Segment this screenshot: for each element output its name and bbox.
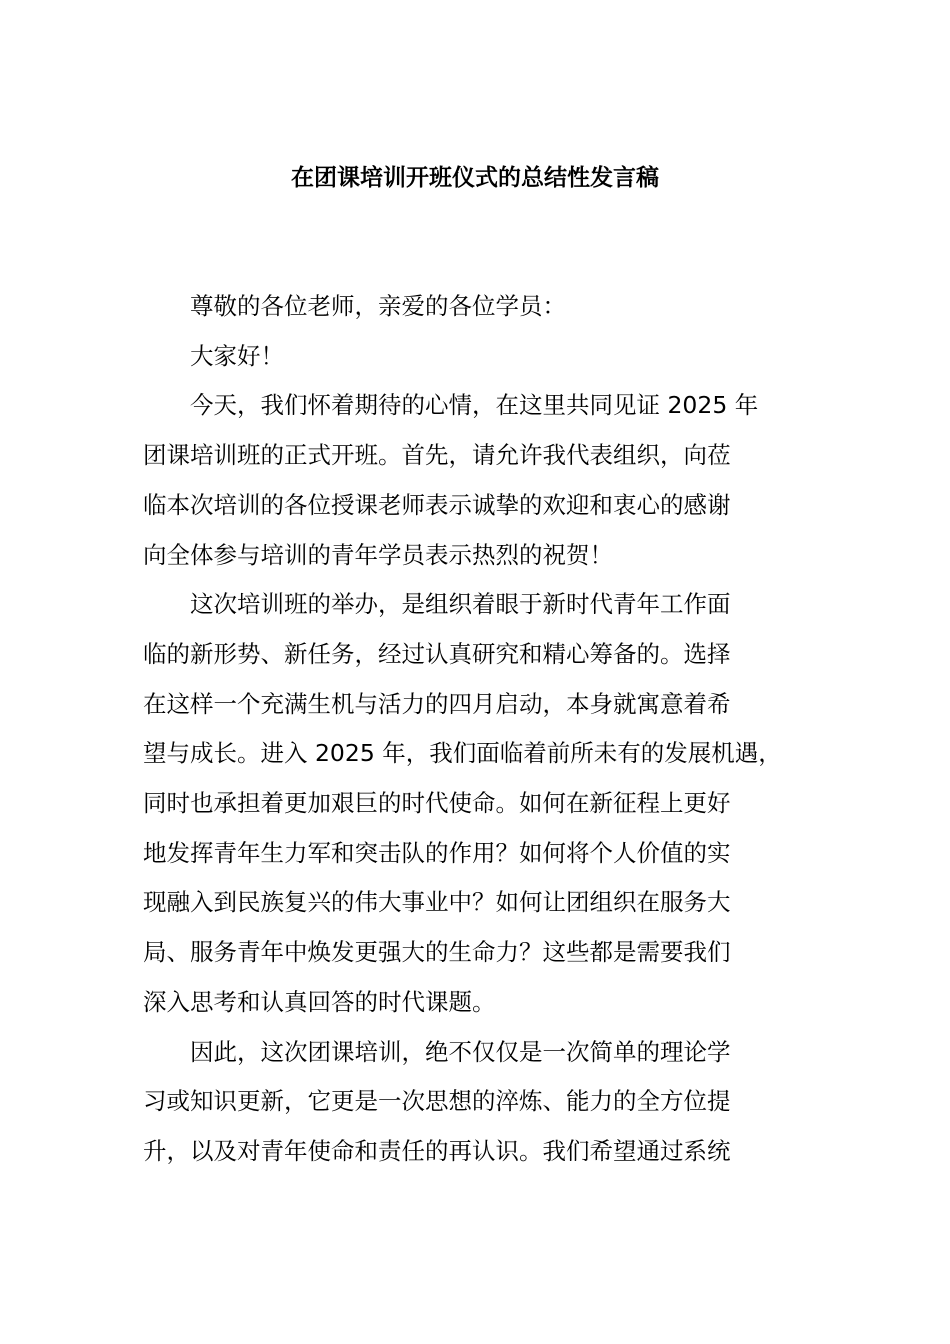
paragraph-line: 今天，我们怀着期待的心情，在这里共同见证 2025 年	[190, 391, 759, 420]
paragraph-line: 向全体参与培训的青年学员表示热烈的祝贺！	[143, 540, 613, 569]
paragraph-significance	[143, 1028, 823, 1177]
paragraph-line: 临的新形势、新任务，经过认真研究和精心筹备的。选择	[143, 639, 731, 668]
paragraph-line: 团课培训班的正式开班。首先，请允许我代表组织，向莅	[143, 441, 731, 470]
paragraph-line: 望与成长。进入 2025 年，我们面临着前所未有的发展机遇，	[143, 739, 782, 768]
paragraph-line: 深入思考和认真回答的时代课题。	[143, 987, 496, 1016]
salutation: 尊敬的各位老师，亲爱的各位学员：	[190, 292, 566, 320]
paragraph-line: 同时也承担着更加艰巨的时代使命。如何在新征程上更好	[143, 789, 731, 818]
paragraph-line: 这次培训班的举办，是组织着眼于新时代青年工作面	[190, 590, 731, 619]
document-body	[143, 282, 823, 1177]
greeting: 大家好！	[190, 341, 284, 370]
document-title: 在团课培训开班仪式的总结性发言稿	[291, 165, 659, 191]
paragraph-line: 临本次培训的各位授课老师表示诚挚的欢迎和衷心的感谢	[143, 490, 731, 519]
paragraph-line: 局、服务青年中焕发更强大的生命力？这些都是需要我们	[143, 938, 731, 967]
paragraph-line: 在这样一个充满生机与活力的四月启动，本身就寓意着希	[143, 689, 731, 718]
paragraph-line: 升，以及对青年使命和责任的再认识。我们希望通过系统	[143, 1136, 731, 1165]
paragraph-purpose	[143, 580, 823, 1027]
paragraph-line: 因此，这次团课培训，绝不仅仅是一次简单的理论学	[190, 1037, 731, 1066]
paragraph-line: 习或知识更新，它更是一次思想的淬炼、能力的全方位提	[143, 1087, 731, 1116]
paragraph-line: 地发挥青年生力军和突击队的作用？如何将个人价值的实	[143, 838, 731, 867]
paragraph-opening	[143, 381, 823, 580]
paragraph-line: 现融入到民族复兴的伟大事业中？如何让团组织在服务大	[143, 888, 731, 917]
